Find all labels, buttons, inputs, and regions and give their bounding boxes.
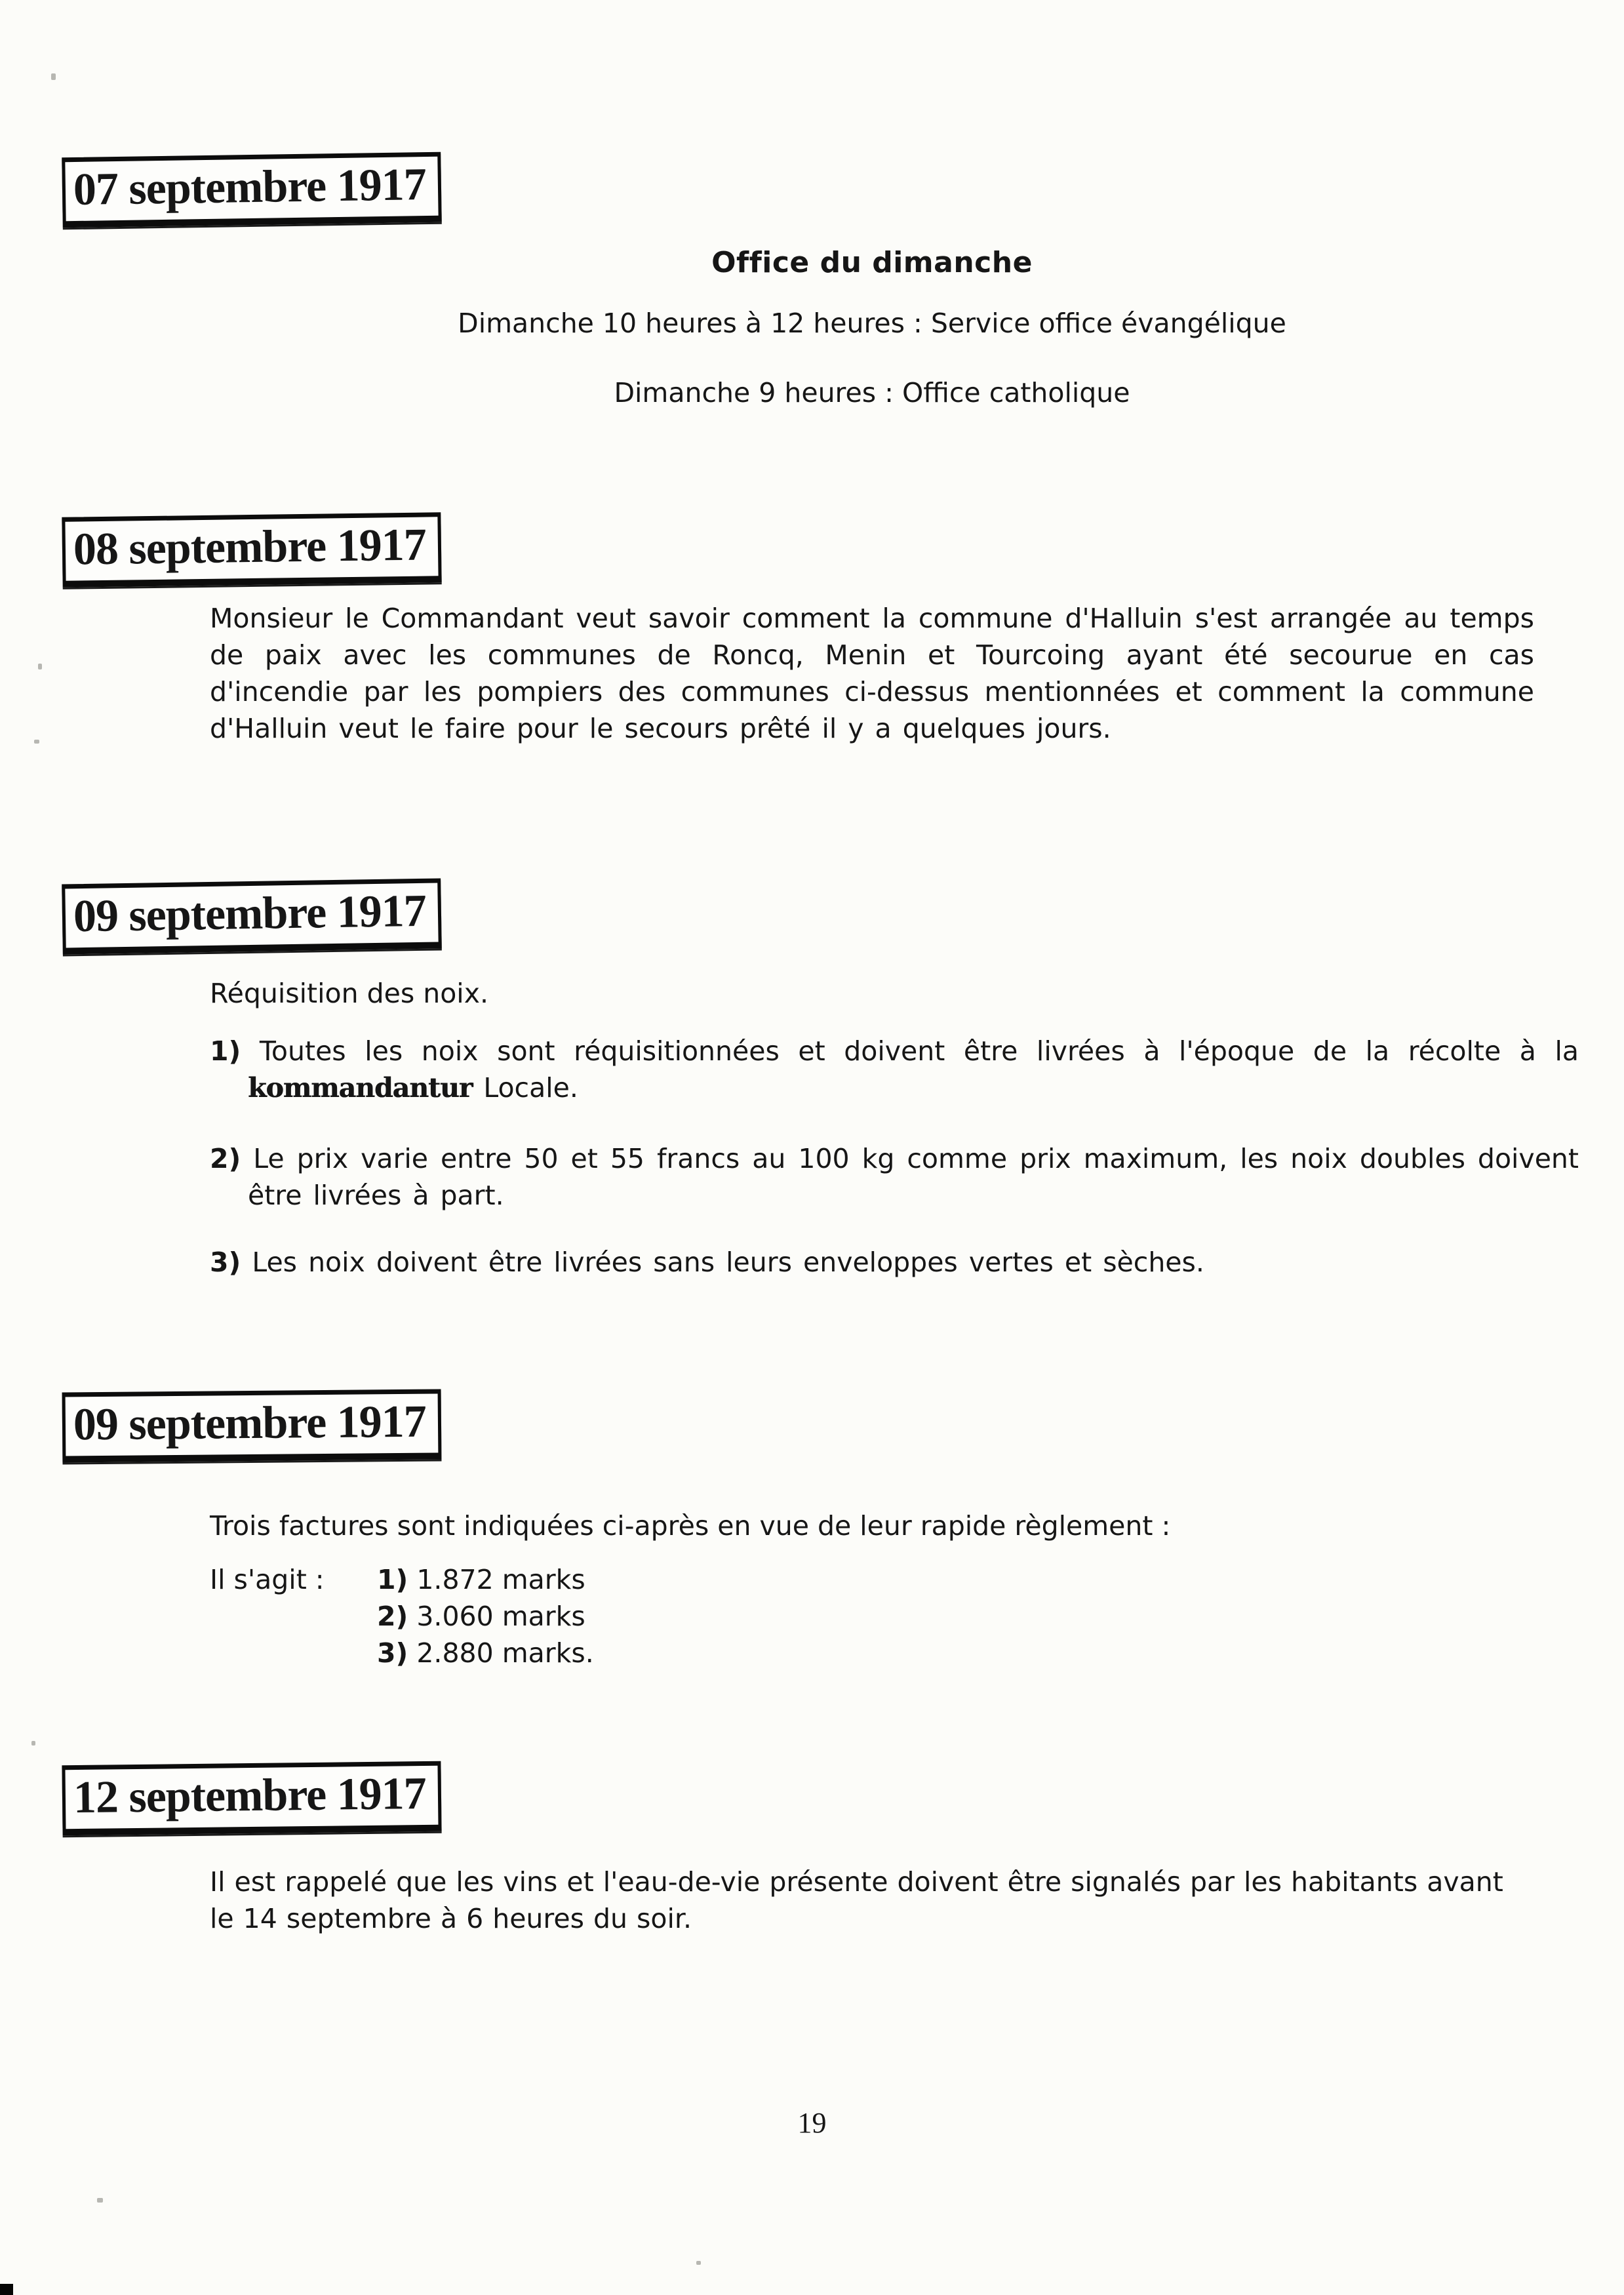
item-text-pre: Toutes les noix sont réquisitionnées et doivent être livrées à l'époque de la récolte à la [259,1035,1579,1068]
scan-speck [38,664,42,669]
item-number: 2) [210,1143,241,1175]
invoice-amount: 2.880 marks. [416,1637,594,1669]
entry-section-4 [0,1281,1624,1671]
item-text: Les noix doivent être livrées sans leurs enveloppes vertes et sèches. [252,1247,1204,1279]
fraktur-word-kommandantur: kommandantur [248,1072,473,1104]
invoice-line-3 [377,1635,594,1671]
entry-section-2 [0,411,1624,746]
date-text: 12 septembre 1917 [73,1768,427,1823]
scan-speck [696,2261,701,2265]
date-heading-12-sept [62,1761,441,1835]
date-heading-07-sept [62,152,441,228]
invoice-number: 2) [377,1600,408,1632]
scan-speck [51,73,56,80]
intro-factures: Trois factures sont indiquées ci-après en vue de leur rapide règlement : [210,1509,1171,1542]
date-heading-09-sept-b [62,1389,442,1463]
item-text: Le prix varie entre 50 et 55 francs au 100 kg comme prix maximum, les noix doubles doivent être livrées à part. [248,1143,1579,1212]
invoice-label: Il s'agit : [210,1563,325,1595]
invoice-amount: 3.060 marks [416,1600,585,1632]
entry-section-5 [0,1671,1624,1937]
scan-speck [97,2198,103,2203]
page-number: 19 [797,2106,827,2139]
list-item-1 [210,1033,1579,1106]
date-heading-08-sept [62,513,441,588]
scan-artifact-corner [0,2284,13,2295]
intro-requisition: Réquisition des noix. [210,978,488,1010]
date-text: 09 septembre 1917 [73,885,427,942]
scan-speck [31,1741,35,1746]
list-item-3 [210,1244,1579,1281]
item-text-post: Locale. [472,1072,578,1104]
date-text: 07 septembre 1917 [73,159,427,216]
entry-1-content [210,245,1534,411]
invoice-line-2 [377,1598,594,1635]
invoice-line-1 [377,1561,594,1598]
schedule-line-evangelique: Dimanche 10 heures à 12 heures : Service office évangélique [458,308,1286,340]
date-text: 08 septembre 1917 [73,519,427,575]
invoice-list [377,1561,594,1671]
entry-section-3 [0,774,1624,1281]
scan-speck [34,740,39,744]
entry-title: Office du dimanche [711,246,1033,280]
item-number: 1) [210,1035,241,1068]
date-heading-09-sept-a [62,878,441,954]
list-item-2 [210,1140,1579,1214]
invoice-number: 3) [377,1637,408,1669]
date-text: 09 septembre 1917 [73,1396,427,1450]
schedule-line-catholique: Dimanche 9 heures : Office catholique [614,377,1130,409]
paragraph-vins: Il est rappelé que les vins et l'eau-de-vie présente doivent être signalés par les habitants avant le 14 septembre à 6 heures du soir. [210,1866,1503,1934]
item-number: 3) [210,1247,241,1279]
invoice-number: 1) [377,1563,408,1595]
invoice-block [210,1561,1624,1671]
invoice-amount: 1.872 marks [416,1563,585,1595]
entry-section-1 [0,0,1624,411]
paragraph-commandant: Monsieur le Commandant veut savoir comment la commune d'Halluin s'est arrangée au temps de paix avec les communes de Roncq, Menin et Tourcoing ayant été secourue en cas d'incendie par les pompiers des communes ci-dessus mentionnées et comment la commune d'Halluin veut le faire pour le secours prêté il y a quelques jours. [210,602,1534,744]
